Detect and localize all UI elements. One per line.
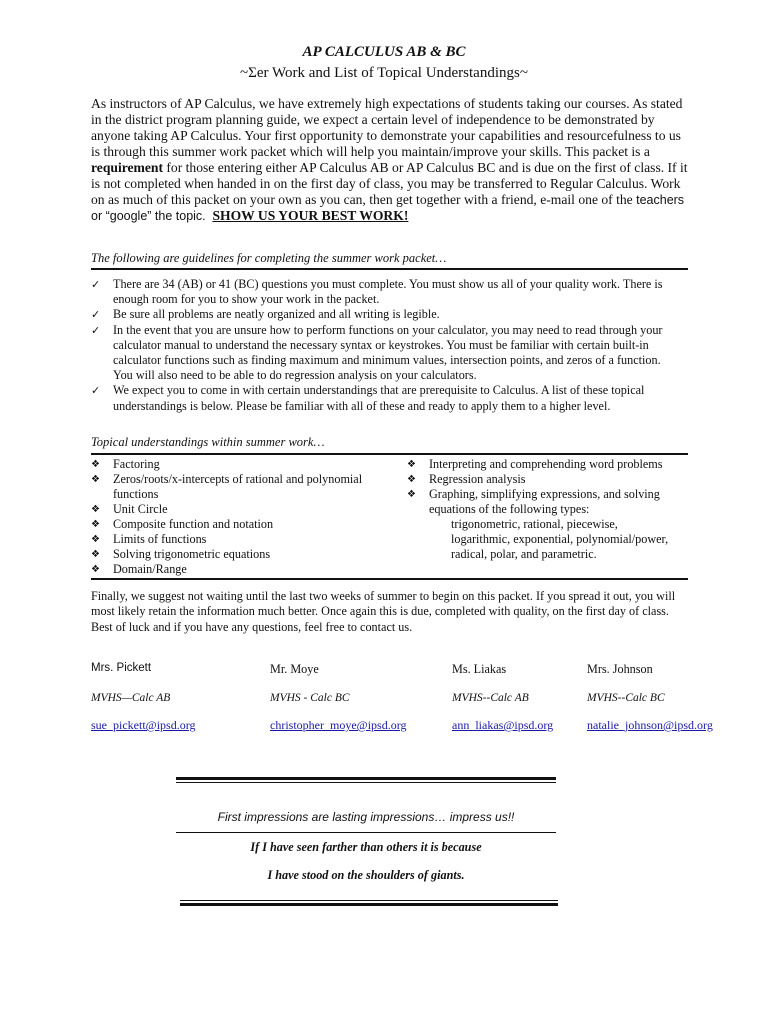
list-item <box>407 457 692 472</box>
diamond-bullet-icon: ❖ <box>91 459 100 470</box>
list-item <box>91 277 681 307</box>
double-rule <box>180 903 558 906</box>
staff-column <box>270 662 406 733</box>
topic-text: Solving trigonometric equations <box>113 547 271 561</box>
type-item: trigonometric, rational, piecewise, <box>451 517 618 531</box>
intro-text-1: As instructors of AP Calculus, we have extremely high expectations of students taking our courses. As stated in the district program planning guide, we expect a certain level of independence to be demonstrated by anyone taking AP Calculus. Your first opportunity to demonstrate your capabilities and resourcefulness to us is through this summer work packet which will help you maintain/improve your skills. This packet is a <box>91 96 683 159</box>
topic-text: Factoring <box>113 457 160 471</box>
checkmark-icon: ✓ <box>91 278 101 291</box>
diamond-bullet-icon: ❖ <box>91 519 100 530</box>
diamond-bullet-icon: ❖ <box>91 534 100 545</box>
list-item <box>91 562 391 577</box>
giants-quote-line2: I have stood on the shoulders of giants. <box>267 868 465 882</box>
list-item <box>91 457 391 472</box>
diamond-bullet-icon: ❖ <box>91 474 100 485</box>
staff-name: Mr. Moye <box>270 662 319 676</box>
checkmark-icon: ✓ <box>91 384 101 398</box>
diamond-bullet-icon: ❖ <box>91 549 100 560</box>
list-item <box>407 472 692 487</box>
guideline-text: Be sure all problems are neatly organized and all writing is legible. <box>113 307 440 322</box>
list-item <box>91 307 681 322</box>
staff-course: MVHS--Calc AB <box>452 692 529 704</box>
list-item <box>91 532 391 547</box>
guideline-text: There are 34 (AB) or 41 (BC) questions you must complete. You must show us all of your quality work. There is enough room for you to show your work in the packet. <box>113 277 663 307</box>
diamond-bullet-icon: ❖ <box>407 459 416 470</box>
intro-text-3: teachers or “google” the topic. <box>91 193 685 223</box>
staff-course: MVHS--Calc BC <box>587 692 665 704</box>
staff-name: Mrs. Johnson <box>587 662 653 676</box>
intro-emphasis: SHOW US YOUR BEST WORK! <box>212 208 409 223</box>
topic-text: Regression analysis <box>429 472 526 486</box>
double-rule <box>176 782 556 783</box>
topics-list-right <box>407 457 692 562</box>
staff-email-link[interactable]: ann_liakas@ipsd.org <box>452 718 554 732</box>
topics-heading: Topical understandings within summer work… <box>91 435 325 449</box>
page-title: AP CALCULUS AB & BC <box>302 44 466 60</box>
guideline-text: In the event that you are unsure how to perform functions on your calculator, you may need to read through your calculator manual to understand the necessary syntax or keystrokes. You must be familiar with certain built-in calculator functions such as finding maximum and minimum values, intersection points, and zeros of a function. You will also need to be able to do regression analysis on your calculators. <box>113 322 663 383</box>
staff-email-link[interactable]: natalie_johnson@ipsd.org <box>587 718 713 732</box>
staff-column <box>452 662 553 733</box>
topic-text: Zeros/roots/x-intercepts of rational and polynomial functions <box>113 472 363 501</box>
guidelines-heading: The following are guidelines for completing the summer work packet… <box>91 251 447 265</box>
guideline-text: We expect you to come in with certain understandings that are prerequisite to Calculus. A list of these topical understandings is below. Please be familiar with all of these and ready to apply them to a higher level. <box>113 383 645 413</box>
topic-text: Unit Circle <box>113 502 168 516</box>
divider <box>91 268 688 270</box>
topic-text: Limits of functions <box>113 532 207 546</box>
staff-name: Ms. Liakas <box>452 662 507 676</box>
divider <box>176 832 556 833</box>
impressions-quote: First impressions are lasting impressions… impress us!! <box>217 810 515 824</box>
staff-column <box>587 662 713 733</box>
list-item <box>91 517 391 532</box>
checkmark-icon: ✓ <box>91 323 101 337</box>
intro-requirement: requirement <box>91 160 163 175</box>
staff-column <box>91 662 195 733</box>
topic-text: Graphing, simplifying expressions, and solving equations of the following types: <box>429 487 660 516</box>
list-item <box>91 547 391 562</box>
divider <box>91 578 688 580</box>
topic-text: Composite function and notation <box>113 517 274 531</box>
double-rule <box>180 900 558 901</box>
diamond-bullet-icon: ❖ <box>407 474 416 485</box>
list-item <box>91 502 391 517</box>
diamond-bullet-icon: ❖ <box>91 504 100 515</box>
diamond-bullet-icon: ❖ <box>407 489 416 500</box>
intro-paragraph <box>91 96 691 224</box>
staff-email-link[interactable]: sue_pickett@ipsd.org <box>91 718 196 732</box>
checkmark-icon: ✓ <box>91 308 101 322</box>
staff-course: MVHS—Calc AB <box>91 692 171 704</box>
intro-text-2: for those entering either AP Calculus AB or AP Calculus BC and is due on the first of class. If it is not completed when handed in on the first day of class, you may be transferred to Regular Calculus. Work on as much of this packet on your own as you can, then get together with a friend, e-mail one of the <box>91 160 688 207</box>
type-item: logarithmic, exponential, polynomial/power, <box>451 532 669 546</box>
giants-quote-line1: If I have seen farther than others it is because <box>250 840 482 854</box>
list-item <box>407 487 692 517</box>
page-subtitle: ~Σer Work and List of Topical Understandings~ <box>240 65 528 81</box>
list-item <box>91 323 681 384</box>
guidelines-list <box>91 277 681 414</box>
staff-email-link[interactable]: christopher_moye@ipsd.org <box>270 718 407 732</box>
closing-paragraph: Finally, we suggest not waiting until the last two weeks of summer to begin on this packet. If you spread it out, you will most likely retain the information much better. Once again this is due, completed with quality, on the first day of class. Best of luck and if you have any questions, feel free to contact us. <box>91 589 676 634</box>
staff-name: Mrs. Pickett <box>91 662 152 674</box>
topics-list-left <box>91 457 391 577</box>
list-item <box>91 472 391 502</box>
divider <box>91 453 688 455</box>
diamond-bullet-icon: ❖ <box>91 564 100 575</box>
staff-course: MVHS - Calc BC <box>270 692 350 704</box>
double-rule <box>176 777 556 780</box>
type-item: radical, polar, and parametric. <box>451 547 597 561</box>
topic-text: Domain/Range <box>113 562 187 576</box>
topic-text: Interpreting and comprehending word problems <box>429 457 663 471</box>
list-item <box>91 383 681 413</box>
